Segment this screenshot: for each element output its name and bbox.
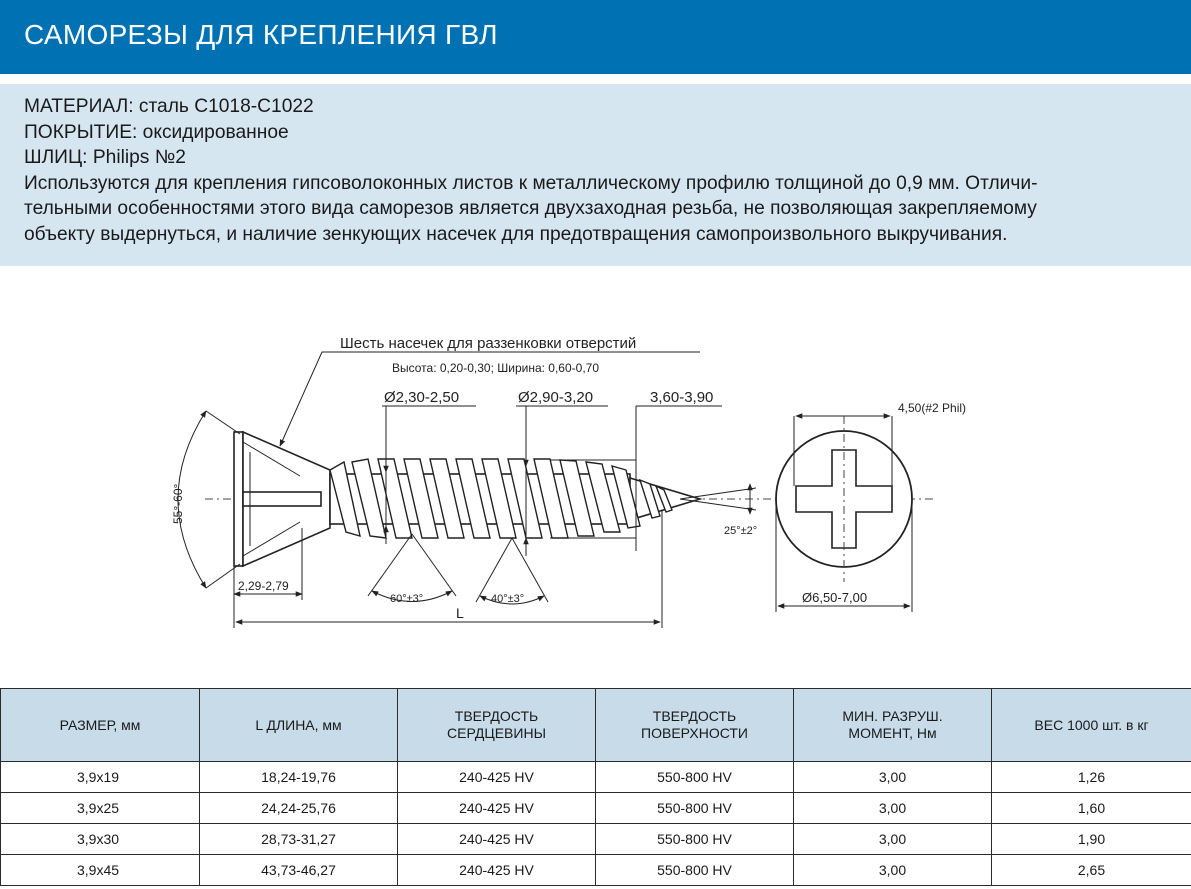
slot-value: Philips №2: [92, 147, 186, 168]
notch-dims: Высота: 0,20-0,30; Ширина: 0,60-0,70: [392, 361, 600, 375]
screw-head: [234, 432, 330, 566]
cell-min-torque: 3,00: [794, 762, 992, 793]
slot-label: ШЛИЦ:: [24, 147, 88, 168]
cell-core-hardness: 240-425 HV: [398, 855, 596, 886]
cell-weight: 1,60: [992, 793, 1191, 824]
header-length: L ДЛИНА, мм: [200, 689, 398, 762]
cell-size: 3,9x19: [1, 762, 200, 793]
cell-size: 3,9x25: [1, 793, 200, 824]
cell-core-hardness: 240-425 HV: [398, 793, 596, 824]
length-label: L: [456, 605, 464, 621]
outer-thread-label: 3,60-3,90: [650, 389, 714, 406]
table-row: [1, 824, 1191, 855]
cell-surface-hardness: 550-800 HV: [596, 824, 794, 855]
header-surface-hardness: ТВЕРДОСТЬ ПОВЕРХНОСТИ: [596, 689, 794, 762]
description-line-3: объекту выдернуться, и наличие зенкующих насечек для предотвращения самопроизвольного выкручивания.: [24, 223, 1008, 245]
specification-table: [0, 688, 1191, 886]
coating-label: ПОКРЫТИЕ:: [24, 121, 138, 143]
angle-60-label: 60°±3°: [390, 593, 424, 605]
table-row: [1, 793, 1191, 824]
angle-40-dimension: [476, 538, 548, 605]
cell-surface-hardness: 550-800 HV: [596, 793, 794, 824]
description-line-1: Используются для крепления гипсоволоконных листов к металлическому профилю толщиной до 0,9 мм. Отличи-: [24, 172, 1038, 194]
notch-callout: [280, 335, 700, 446]
material-line: [24, 94, 1164, 120]
cell-weight: 1,26: [992, 762, 1191, 793]
title-banner: [0, 0, 1191, 74]
info-panel: [0, 84, 1191, 266]
header-core-hardness: ТВЕРДОСТЬ СЕРДЦЕВИНЫ: [398, 689, 596, 762]
description-line-2: тельными особенностями этого вида саморезов является двухзаходная резьба, не позволяющая закрепляемому: [24, 198, 1037, 219]
header-size: РАЗМЕР, мм: [1, 689, 200, 762]
cell-min-torque: 3,00: [794, 824, 992, 855]
cell-length: 18,24-19,76: [200, 762, 398, 793]
head-height-label: 2,29-2,79: [238, 579, 289, 593]
cell-weight: 2,65: [992, 855, 1191, 886]
coating-line: [24, 120, 1164, 146]
page-title: САМОРЕЗЫ ДЛЯ КРЕПЛЕНИЯ ГВЛ: [24, 19, 498, 50]
material-label: МАТЕРИАЛ:: [24, 96, 134, 117]
table-header-row: [1, 689, 1191, 762]
head-diameter-label: Ø6,50-7,00: [802, 590, 868, 605]
material-value: сталь С1018-С1022: [138, 96, 314, 117]
slot-line: [24, 145, 1164, 171]
cell-surface-hardness: 550-800 HV: [596, 855, 794, 886]
core-diameter-label: Ø2,30-2,50: [384, 389, 460, 406]
notch-note: Шесть насечек для раззенковки отверстий: [340, 335, 637, 352]
cell-weight: 1,90: [992, 824, 1191, 855]
angle-60-dimension: [368, 534, 456, 605]
phil-label: 4,50(#2 Phil): [898, 401, 967, 415]
cell-size: 3,9x45: [1, 855, 200, 886]
cell-core-hardness: 240-425 HV: [398, 762, 596, 793]
cell-min-torque: 3,00: [794, 855, 992, 886]
cell-length: 43,73-46,27: [200, 855, 398, 886]
angle-40-label: 40°±3°: [491, 593, 525, 605]
head-angle-label: 55°-60°: [171, 483, 185, 524]
table-row: [1, 855, 1191, 886]
tip-angle-label: 25°±2°: [724, 525, 758, 537]
thread-diameter-label: Ø2,90-3,20: [518, 389, 594, 406]
cell-min-torque: 3,00: [794, 793, 992, 824]
table-row: [1, 762, 1191, 793]
cell-core-hardness: 240-425 HV: [398, 824, 596, 855]
header-weight: ВЕС 1000 шт. в кг: [992, 689, 1191, 762]
cell-size: 3,9x30: [1, 824, 200, 855]
header-min-torque: МИН. РАЗРУШ. МОМЕНТ, Нм: [794, 689, 992, 762]
cell-surface-hardness: 550-800 HV: [596, 762, 794, 793]
screw-technical-drawing: [0, 266, 1191, 686]
coating-value: оксидированное: [142, 121, 289, 143]
cell-length: 28,73-31,27: [200, 824, 398, 855]
tip-angle-dimension: [680, 484, 757, 537]
cell-length: 24,24-25,76: [200, 793, 398, 824]
